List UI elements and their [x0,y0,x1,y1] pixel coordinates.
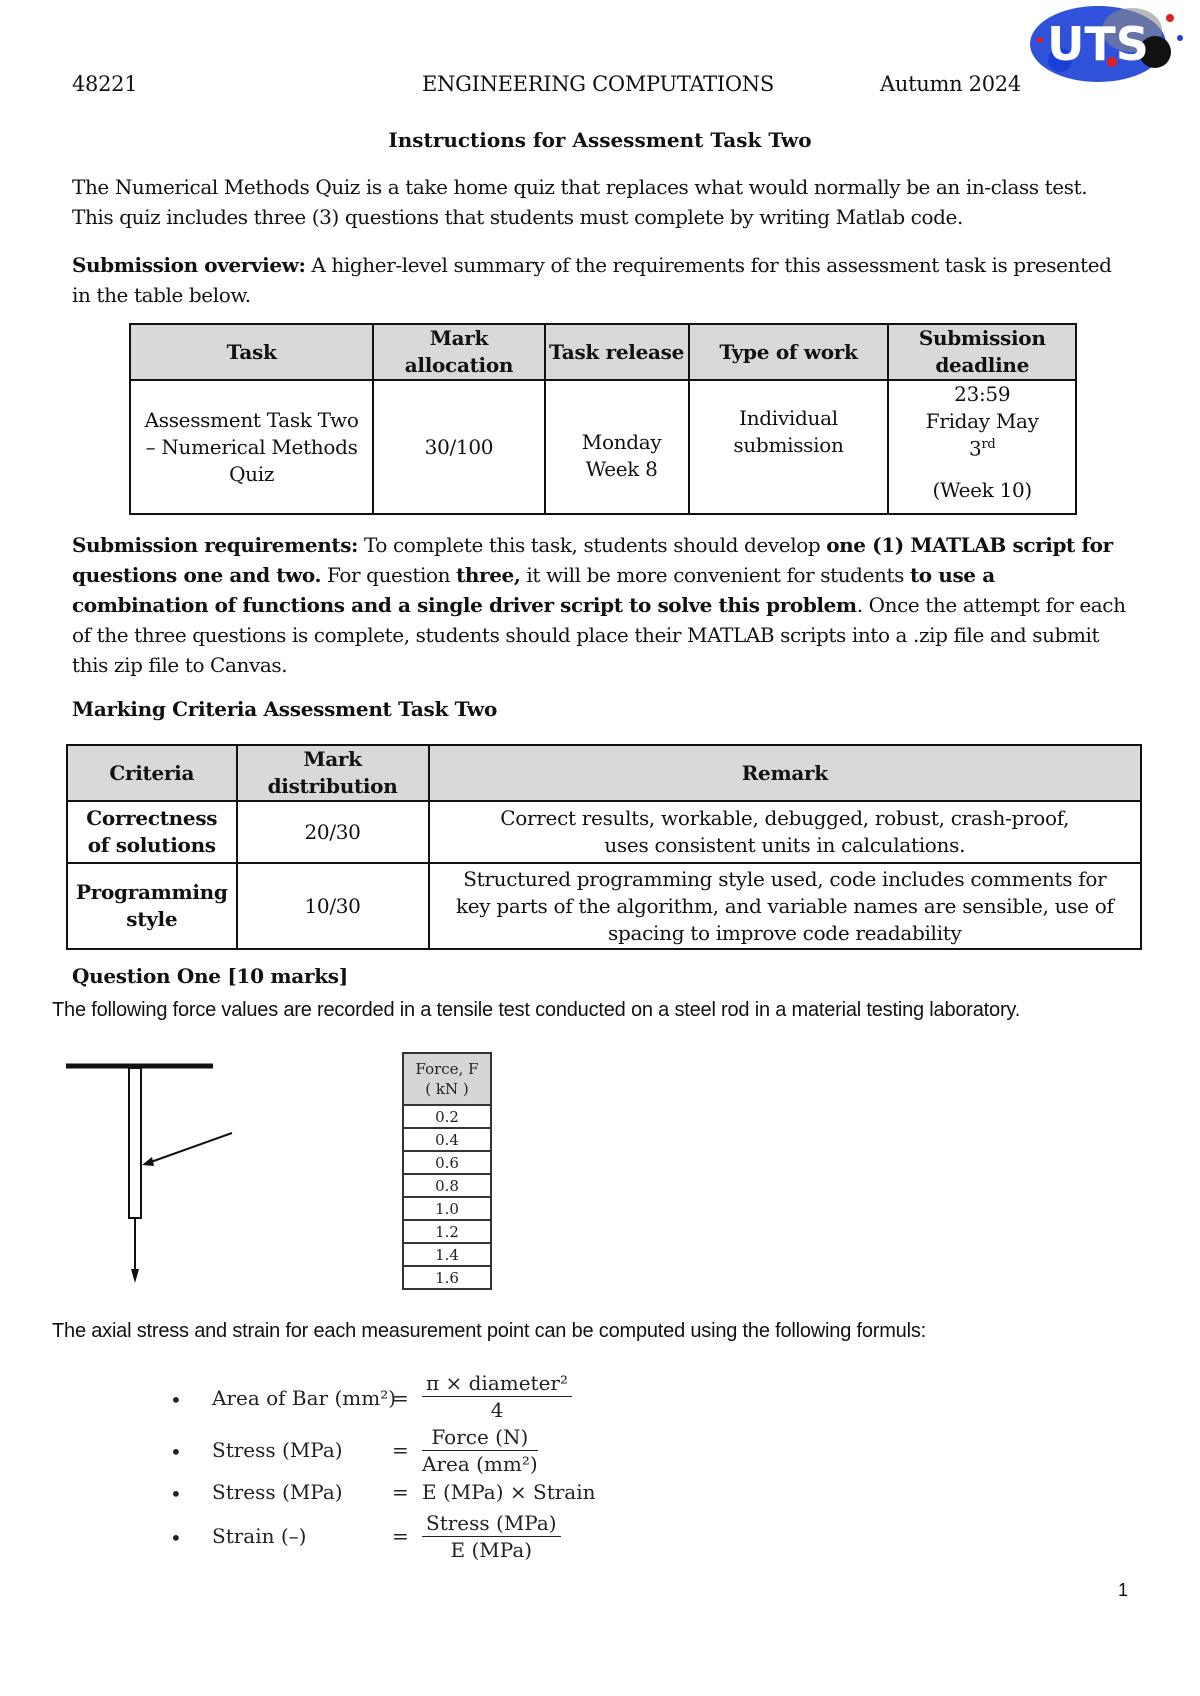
force-table [402,1052,492,1290]
formula-equals: = [392,1524,409,1548]
submission-requirements [72,530,1132,680]
criteria-cell: Programming style [67,863,237,949]
intro-line-2: This quiz includes three (3) questions that students must complete by writing Matlab code. [72,205,963,229]
overview-header-type: Type of work [689,324,889,380]
force-value: 0.8 [403,1174,491,1197]
force-header-label: Force, F [415,1060,479,1078]
submission-overview-label: Submission overview: [72,253,306,277]
formula-numerator: Force (N) [422,1424,538,1451]
table-row [67,863,1141,949]
formula-area [170,1370,690,1422]
formula-lhs: Stress (MPa) [212,1438,343,1462]
requirements-text-1: To complete this task, students should develop [358,533,827,557]
marking-header-remark: Remark [429,745,1141,801]
requirements-text-2: For question [321,563,457,587]
force-value: 1.0 [403,1197,491,1220]
formula-rhs: E (MPa) × Strain [422,1480,596,1504]
formula-denominator: Area (mm²) [422,1452,538,1476]
bullet-icon: • [170,1526,182,1550]
overview-release: Monday Week 8 [545,380,689,514]
rod-diagram [60,1055,240,1285]
requirements-bold-1: one (1) MATLAB script for questions one and two. [72,533,1113,587]
marks-cell: 20/30 [237,801,429,863]
formula-intro: The axial stress and strain for each measurement point can be computed using the following formuls: [52,1320,926,1342]
formula-equals: = [392,1386,409,1410]
formula-equals: = [392,1480,409,1504]
intro-line-1: The Numerical Methods Quiz is a take home quiz that replaces what would normally be an in-class test. [72,175,1088,199]
overview-deadline [888,380,1076,514]
force-header-unit: ( kN ) [425,1080,469,1098]
logo-text: UTS [1047,17,1149,71]
criteria-cell: Correctness of solutions [67,801,237,863]
overview-header-task: Task [130,324,373,380]
requirements-bold-3: to use a combination of functions and a single driver script to solve this problem [72,563,995,617]
force-value: 0.6 [403,1151,491,1174]
force-value: 1.4 [403,1243,491,1266]
formula-denominator: 4 [490,1398,504,1422]
formula-stress-strain [170,1480,690,1510]
requirements-label: Submission requirements: [72,533,359,557]
question-one-title: Question One [10 marks] [72,964,348,988]
force-value: 0.2 [403,1105,491,1128]
bullet-icon: • [170,1388,182,1412]
force-value: 1.2 [403,1220,491,1243]
table-row [403,1243,491,1266]
formula-fraction [422,1424,538,1477]
uts-logo [1020,0,1190,92]
overview-marks: 30/100 [373,380,545,514]
bullet-icon: • [170,1440,182,1464]
page-title: Instructions for Assessment Task Two [388,128,812,152]
formula-fraction [422,1370,572,1423]
intro-text [72,172,1132,232]
table-row [403,1266,491,1289]
formula-lhs: Area of Bar (mm²) [212,1386,397,1410]
submission-overview-text: A higher-level summary of the requirements for this assessment task is presented in the table below. [72,253,1112,307]
bullet-icon: • [170,1482,182,1506]
formula-equals: = [392,1438,409,1462]
deadline-day: Friday May [925,409,1039,433]
formula-numerator: π × diameter² [422,1370,572,1397]
submission-overview [72,250,1132,310]
formula-lhs: Stress (MPa) [212,1480,343,1504]
deadline-week: (Week 10) [932,477,1032,502]
course-name: ENGINEERING COMPUTATIONS [422,72,774,96]
table-row [403,1151,491,1174]
remark-cell: Correct results, workable, debugged, robust, crash-proof, uses consistent units in calculations. [429,801,1141,863]
deadline-time: 23:59 [954,382,1011,406]
deadline-date: 3 [969,436,982,461]
formula-list [170,1370,730,1570]
table-row [403,1128,491,1151]
marking-table [66,744,1142,950]
term: Autumn 2024 [880,72,1021,96]
marking-header-marks: Mark distribution [237,745,429,801]
overview-type: Individual submission [689,380,889,514]
marks-cell: 10/30 [237,863,429,949]
formula-fraction [422,1510,561,1563]
formula-stress [170,1424,690,1476]
force-table-header [403,1053,491,1105]
overview-table [129,323,1077,515]
table-row [403,1105,491,1128]
formula-denominator: E (MPa) [450,1538,533,1562]
overview-task: Assessment Task Two – Numerical Methods Quiz [130,380,373,514]
course-code: 48221 [72,72,138,96]
page-number: 1 [1118,1580,1129,1600]
deadline-suffix: rd [981,437,996,452]
force-value: 0.4 [403,1128,491,1151]
remark-cell: Structured programming style used, code includes comments for key parts of the algorithm, and variable names are sensible, use of spacing to improve code readability [429,863,1141,949]
table-row [67,801,1141,863]
overview-header-deadline: Submission deadline [888,324,1076,380]
marking-criteria-title: Marking Criteria Assessment Task Two [72,697,498,721]
overview-header-release: Task release [545,324,689,380]
requirements-bold-2: three, [456,563,521,587]
formula-numerator: Stress (MPa) [422,1510,561,1537]
table-row [403,1197,491,1220]
overview-header-marks: Mark allocation [373,324,545,380]
question-one-text: The following force values are recorded in a tensile test conducted on a steel rod in a material testing laboratory. [52,999,1021,1021]
requirements-text-3: it will be more convenient for students [520,563,910,587]
table-row [403,1174,491,1197]
formula-lhs: Strain (–) [212,1524,307,1548]
marking-header-criteria: Criteria [67,745,237,801]
formula-strain [170,1510,690,1562]
requirements-text-4: . Once the attempt for each of the three questions is complete, students should place their MATLAB scripts into a .zip file and submit this zip file to Canvas. [72,593,1126,677]
table-row [403,1220,491,1243]
force-value: 1.6 [403,1266,491,1289]
